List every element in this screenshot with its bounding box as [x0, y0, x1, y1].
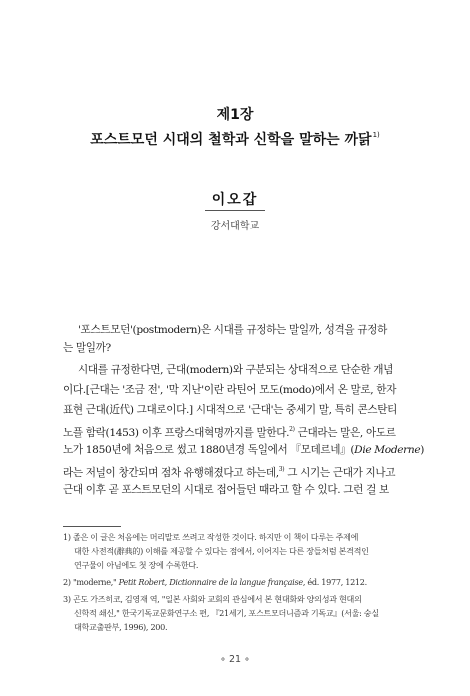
body-line: 근대 이후 곧 포스트모던의 시대로 접어들던 때라고 할 수 있다. 그런 걸 보 [63, 484, 389, 496]
body-line-with-note [63, 463, 413, 480]
footnote-ref-1[interactable]: 1) [372, 131, 380, 139]
footnote-1-line: 대한 사전적(辭典的) 이해를 제공할 수 있다는 점에서, 이어지는 다른 장들처럼 본격적인 [74, 546, 369, 556]
body-line: 는 말일까? [63, 342, 111, 354]
footnote-text: 2) "moderne," [63, 577, 119, 587]
footnote-3-line: 대학교출판부, 1996), 200. [74, 622, 168, 632]
footnote-ref-2[interactable]: 2) [289, 426, 295, 433]
body-text: 근대라는 말은, 아도르 [294, 427, 396, 439]
footnote-1-line: 1) 졸은 이 글은 처음에는 머리말로 쓰려고 작성한 것이다. 하지만 이 책이 다루는 주제에 [63, 532, 359, 542]
footnote-3-line: 신학적 쇄신," 한국기독교문화연구소 편, 『21세기, 포스트모더니즘과 기독교』(서울: 숭실 [74, 608, 379, 618]
body-text: 노가 1850년에 처음으로 썼고 1880년경 독일에서 『모데르네』( [63, 444, 355, 456]
italic-title: Die Moderne [354, 444, 421, 456]
body-line: '포스트모던'(postmodern)은 시대를 규정하는 말일까, 성격을 규정하 [78, 324, 387, 336]
body-text: 그 시기는 근대가 지나고 [284, 467, 396, 479]
body-text: ) [420, 444, 425, 456]
page-number: ∘ 21 ∘ [219, 654, 251, 665]
chapter-title-block [0, 129, 470, 149]
footnote-italic-title: Petit Robert, Dictionnaire de la langue française [118, 577, 303, 587]
body-text: 노플 함락(1453) 이후 프랑스대혁명까지를 말한다. [63, 427, 290, 439]
author-name: 이오갑 [211, 192, 259, 208]
body-line-with-italic [63, 443, 425, 457]
footnote-text: , éd. 1977, 1212. [302, 577, 367, 587]
footnote-divider [63, 526, 121, 527]
footnote-1-line: 연구물이 아님에도 첫 장에 수록한다. [74, 560, 199, 570]
chapter-number: 제1장 [216, 107, 254, 123]
author-divider [205, 210, 265, 211]
author-affiliation: 강서대학교 [210, 221, 260, 232]
body-line-with-note [63, 423, 413, 440]
footnote-3-line: 3) 곤도 가즈히코, 김영재 역, "일본 사회와 교회의 관심에서 본 현대화와 양의성과 현대의 [63, 594, 362, 604]
body-line: 표현 근대(近代) 그대로이다.] 시대적으로 '근대'는 중세기 말, 특히 콘스탄티 [63, 404, 397, 416]
footnote-2 [63, 577, 413, 588]
chapter-title: 포스트모던 시대의 철학과 신학을 말하는 까닭 [90, 132, 372, 148]
body-line: 시대를 규정한다면, 근대(modern)와 구분되는 상대적으로 단순한 개념 [78, 364, 394, 376]
footnote-ref-3[interactable]: 3) [278, 466, 285, 473]
body-line: 이다.[근대는 '조금 전', '막 지난'이란 라틴어 모도(modo)에서 온 말로, 한자 [63, 384, 397, 396]
body-text: 라는 저널이 창간되며 점차 유행해졌다고 하는데, [63, 467, 279, 479]
